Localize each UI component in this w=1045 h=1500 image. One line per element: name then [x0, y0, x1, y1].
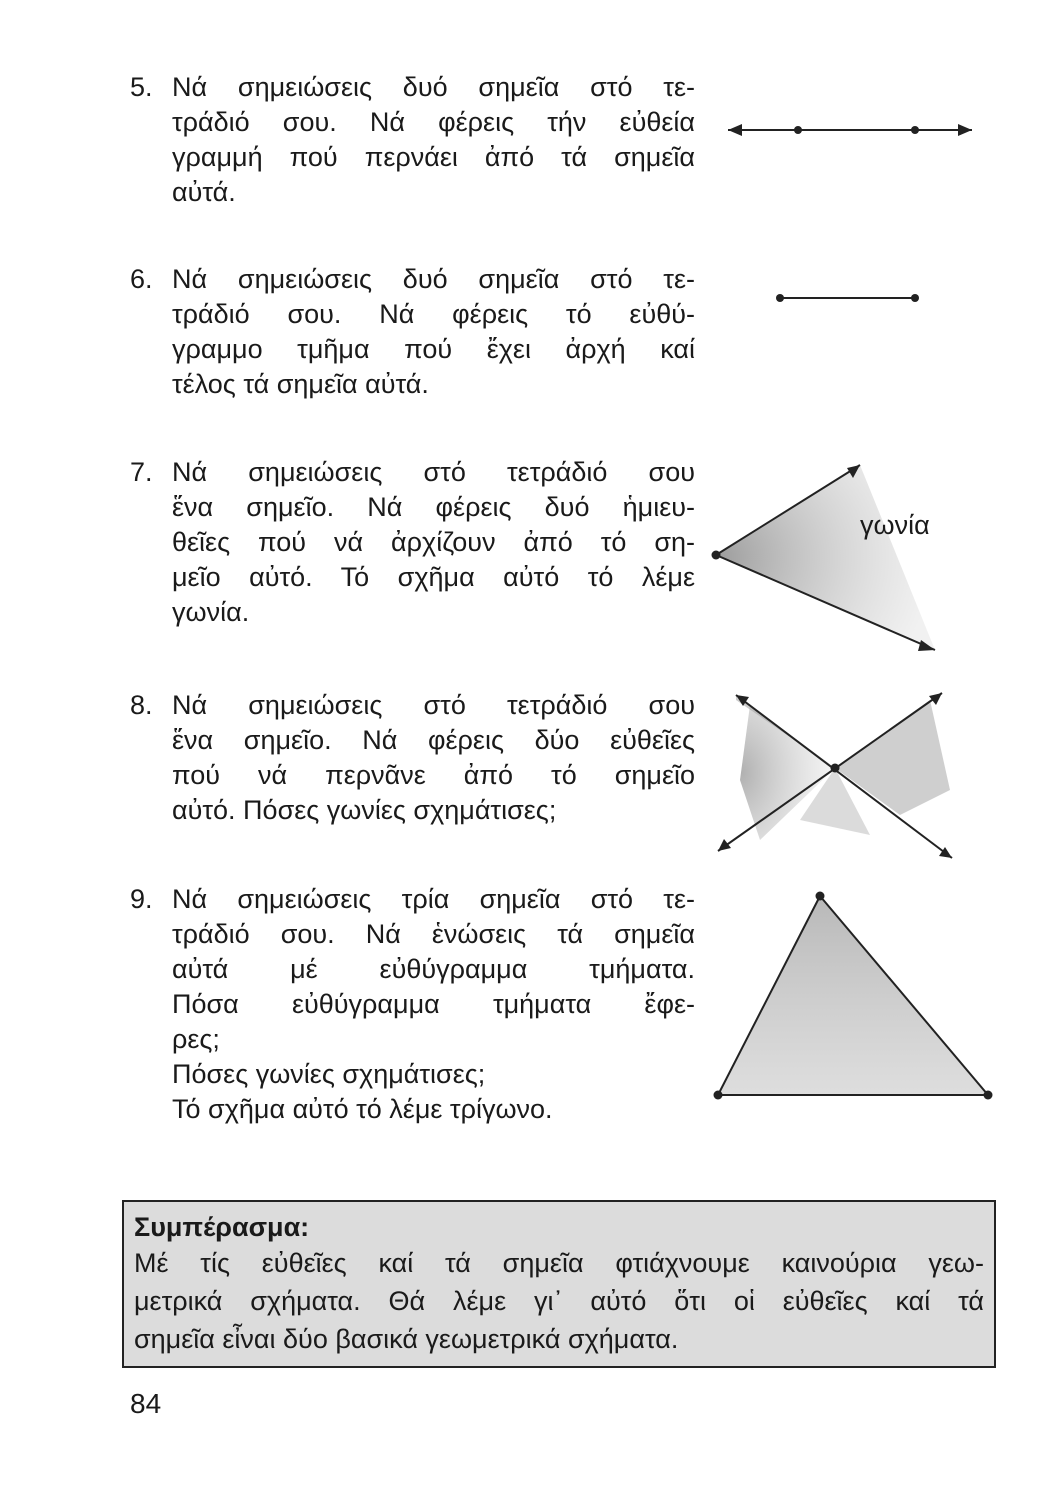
exercise-line: ἕνα σημεῖο. Νά φέρεις δύο εὐθεῖες [172, 725, 695, 755]
triangle-figure [714, 892, 993, 1100]
angle-figure [712, 465, 936, 651]
exercise-number: 8. [130, 690, 153, 720]
exercise-number: 5. [130, 72, 153, 102]
exercise-line: αὐτά. [172, 177, 236, 207]
exercise-line: Πόσα εὐθύγραμμα τμήματα ἔφε- [172, 989, 695, 1019]
exercise-line: γωνία. [172, 597, 250, 627]
conclusion-line: Μέ τίς εὐθεῖες καί τά σημεῖα φτιάχνουμε καινούρια γεω- [134, 1248, 984, 1278]
exercise-line: Πόσες γωνίες σχημάτισες; [172, 1059, 486, 1089]
exercise-number: 7. [130, 457, 153, 487]
exercise-number: 9. [130, 884, 153, 914]
exercise-line: Νά σημειώσεις στό τετράδιό σου [172, 690, 695, 720]
exercise-line: ἕνα σημεῖο. Νά φέρεις δυό ἡμιευ- [172, 492, 695, 522]
exercise-line: γραμμή πού περνάει ἀπό τά σημεῖα [172, 142, 695, 172]
exercise-line: τράδιό σου. Νά φέρεις τήν εὐθεία [172, 107, 695, 137]
exercise-line: Νά σημειώσεις δυό σημεῖα στό τε- [172, 264, 695, 294]
exercise-line: θεῖες πού νά ἀρχίζουν ἀπό τό ση- [172, 527, 695, 557]
exercise-line: πού νά περνᾶνε ἀπό τό σημεῖο [172, 760, 695, 790]
exercise-line: μεῖο αὐτό. Τό σχῆμα αὐτό τό λέμε [172, 562, 695, 592]
exercise-number: 6. [130, 264, 153, 294]
exercise-line: τράδιό σου. Νά φέρεις τό εὐθύ- [172, 299, 695, 329]
conclusion-line: σημεῖα εἶναι δύο βασικά γεωμετρικά σχήματα. [134, 1324, 679, 1354]
exercise-line: αὐτό. Πόσες γωνίες σχημάτισες; [172, 795, 557, 825]
conclusion-line: μετρικά σχήματα. Θά λέμε γι᾽ αὐτό ὅτι οἱ εὐθεῖες καί τά [134, 1286, 984, 1316]
conclusion-box [122, 1200, 996, 1368]
exercise-line: αὐτά μέ εὐθύγραμμα τμήματα. [172, 954, 695, 984]
exercise-line: Νά σημειώσεις στό τετράδιό σου [172, 457, 695, 487]
exercise-line: τράδιό σου. Νά ἑνώσεις τά σημεῖα [172, 919, 695, 949]
exercise-line: γραμμο τμῆμα πού ἔχει ἀρχή καί [172, 334, 695, 364]
exercise-line: Νά σημειώσεις τρία σημεῖα στό τε- [172, 884, 695, 914]
exercise-line: Τό σχῆμα αὐτό τό λέμε τρίγωνο. [172, 1094, 553, 1124]
intersecting-lines-figure [718, 693, 952, 858]
page-number: 84 [130, 1388, 162, 1419]
segment-figure [776, 294, 919, 302]
exercise-line: τέλος τά σημεῖα αὐτά. [172, 369, 429, 399]
exercise-line: ρες; [172, 1024, 220, 1054]
exercise-line: Νά σημειώσεις δυό σημεῖα στό τε- [172, 72, 695, 102]
conclusion-title: Συμπέρασμα: [134, 1212, 310, 1242]
line-figure [728, 124, 972, 136]
angle-label: γωνία [860, 510, 930, 540]
